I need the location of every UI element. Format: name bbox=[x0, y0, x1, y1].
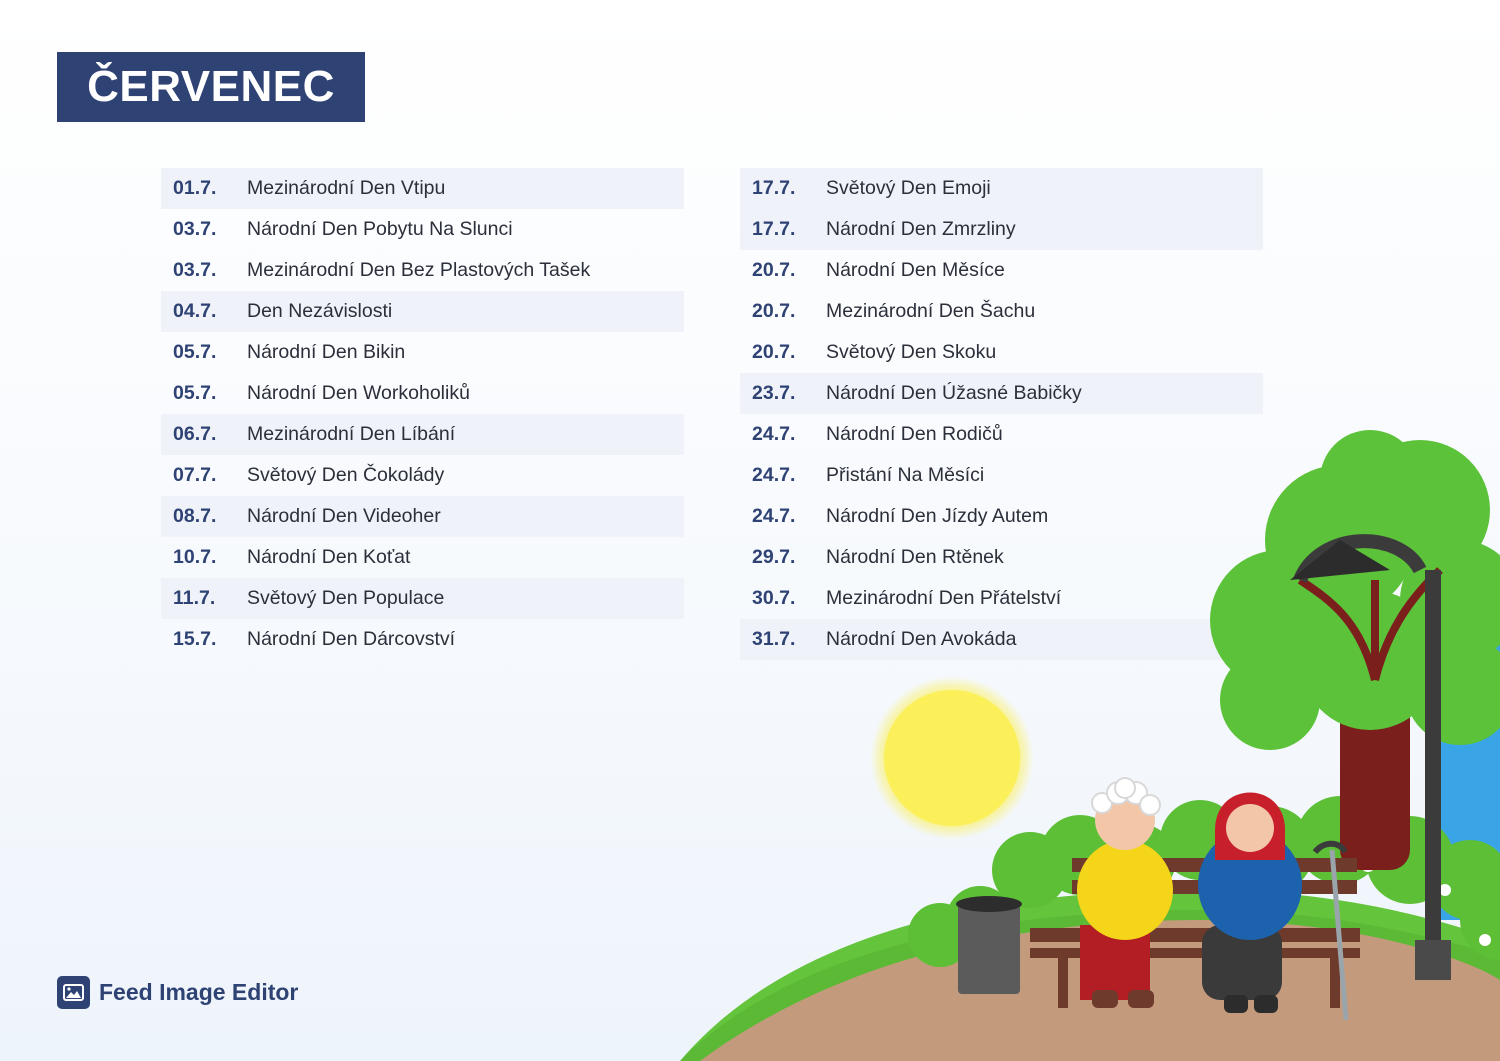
item-name: Světový Den Populace bbox=[247, 587, 445, 609]
item-date: 03.7. bbox=[173, 218, 217, 240]
item-name: Národní Den Koťat bbox=[247, 546, 411, 568]
item-name: Národní Den Avokáda bbox=[826, 628, 1017, 650]
item-date: 20.7. bbox=[752, 300, 796, 322]
list-item bbox=[161, 168, 684, 209]
park-illustration bbox=[640, 420, 1500, 1061]
item-date: 03.7. bbox=[173, 259, 217, 281]
item-name: Přistání Na Měsíci bbox=[826, 464, 985, 486]
item-name: Národní Den Rtěnek bbox=[826, 546, 1004, 568]
tree-canopy bbox=[1210, 430, 1500, 750]
item-date: 05.7. bbox=[173, 341, 217, 363]
item-date: 11.7. bbox=[173, 587, 216, 609]
item-name: Národní Den Videoher bbox=[247, 505, 441, 527]
list-item bbox=[740, 332, 1263, 373]
item-name: Národní Den Dárcovství bbox=[247, 628, 456, 650]
item-name: Národní Den Zmrzliny bbox=[826, 218, 1016, 240]
list-item bbox=[161, 455, 684, 496]
item-date: 15.7. bbox=[173, 628, 217, 650]
item-name: Národní Den Měsíce bbox=[826, 259, 1005, 281]
item-date: 17.7. bbox=[752, 177, 796, 199]
list-item bbox=[740, 373, 1263, 414]
list-item bbox=[161, 373, 684, 414]
item-date: 20.7. bbox=[752, 259, 796, 281]
item-name: Světový Den Emoji bbox=[826, 177, 991, 199]
item-name: Národní Den Bikin bbox=[247, 341, 406, 363]
list-item bbox=[161, 291, 684, 332]
list-item bbox=[161, 332, 684, 373]
item-date: 30.7. bbox=[752, 587, 796, 609]
item-name: Národní Den Workoholiků bbox=[247, 382, 470, 404]
left-day-list bbox=[161, 168, 684, 660]
item-name: Mezinárodní Den Bez Plastových Tašek bbox=[247, 259, 591, 281]
list-item bbox=[161, 209, 684, 250]
brand-logo bbox=[57, 975, 298, 1009]
item-date: 08.7. bbox=[173, 505, 217, 527]
item-date: 07.7. bbox=[173, 464, 217, 486]
list-item bbox=[740, 168, 1263, 209]
item-name: Mezinárodní Den Šachu bbox=[826, 300, 1036, 322]
list-item bbox=[161, 619, 684, 660]
brand-name: Feed Image Editor bbox=[99, 978, 299, 1005]
item-date: 05.7. bbox=[173, 382, 217, 404]
list-item bbox=[740, 209, 1263, 250]
item-name: Světový Den Skoku bbox=[826, 341, 997, 363]
list-item bbox=[161, 414, 684, 455]
item-date: 23.7. bbox=[752, 382, 796, 404]
item-date: 06.7. bbox=[173, 423, 217, 445]
list-item bbox=[161, 496, 684, 537]
list-item bbox=[740, 250, 1263, 291]
item-name: Národní Den Pobytu Na Slunci bbox=[247, 218, 513, 240]
item-name: Mezinárodní Den Přátelství bbox=[826, 587, 1062, 609]
item-name: Den Nezávislosti bbox=[247, 300, 393, 322]
list-item bbox=[161, 250, 684, 291]
item-date: 17.7. bbox=[752, 218, 796, 240]
item-date: 10.7. bbox=[173, 546, 217, 568]
item-date: 29.7. bbox=[752, 546, 796, 568]
item-date: 31.7. bbox=[752, 628, 796, 650]
item-name: Národní Den Jízdy Autem bbox=[826, 505, 1049, 527]
item-name: Mezinárodní Den Vtipu bbox=[247, 177, 446, 199]
item-name: Světový Den Čokolády bbox=[247, 464, 445, 486]
lamp-post bbox=[1425, 570, 1441, 980]
item-date: 24.7. bbox=[752, 464, 796, 486]
item-name: Národní Den Rodičů bbox=[826, 423, 1003, 445]
item-date: 01.7. bbox=[173, 177, 217, 199]
trash-bin bbox=[956, 896, 1022, 994]
item-name: Mezinárodní Den Líbání bbox=[247, 423, 456, 445]
item-date: 04.7. bbox=[173, 300, 217, 322]
item-name: Národní Den Úžasné Babičky bbox=[826, 382, 1082, 404]
list-item bbox=[161, 537, 684, 578]
item-date: 24.7. bbox=[752, 505, 796, 527]
page-title: ČERVENEC bbox=[57, 52, 365, 122]
image-icon bbox=[57, 976, 90, 1009]
list-item bbox=[740, 291, 1263, 332]
item-date: 20.7. bbox=[752, 341, 796, 363]
item-date: 24.7. bbox=[752, 423, 796, 445]
list-item bbox=[161, 578, 684, 619]
